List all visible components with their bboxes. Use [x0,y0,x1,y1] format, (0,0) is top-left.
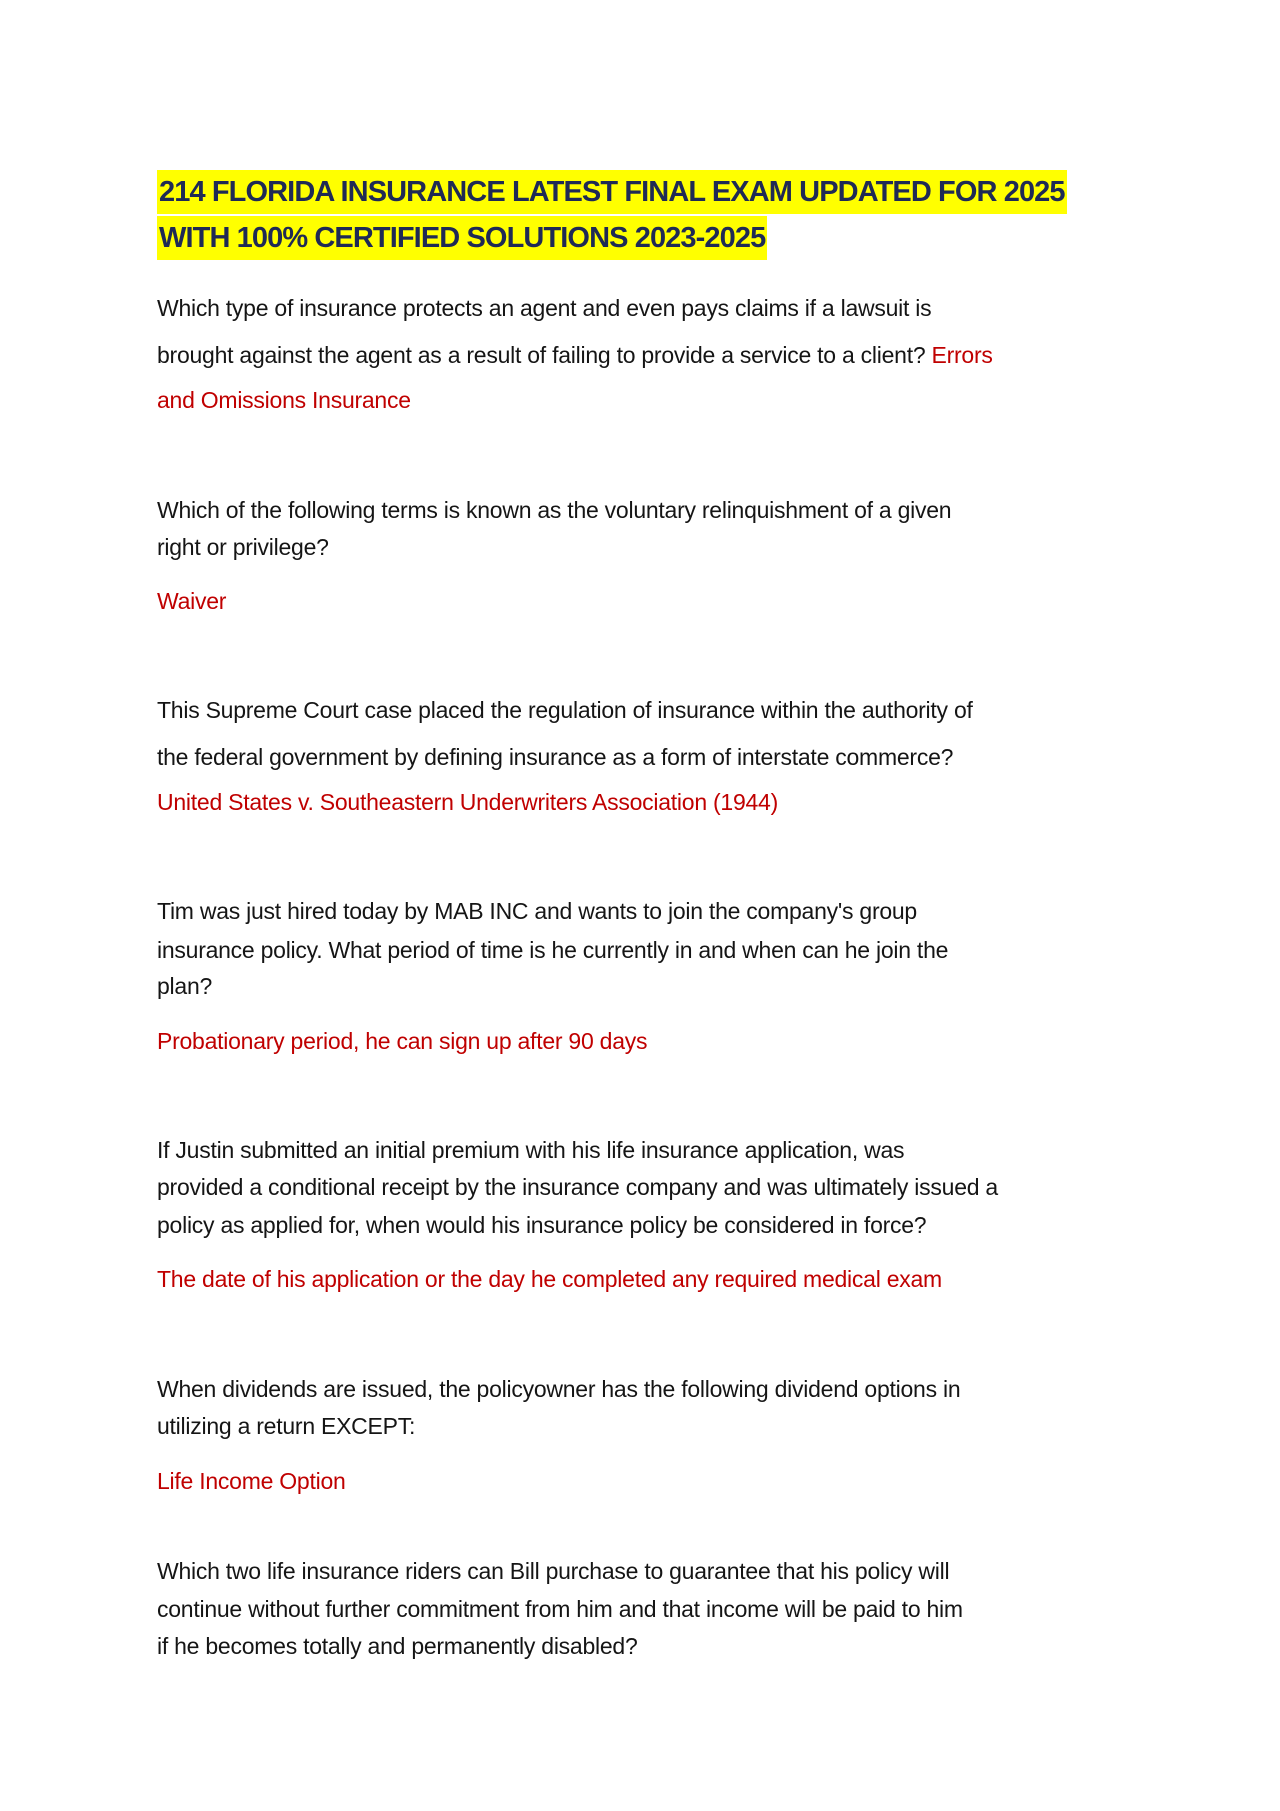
question-text: continue without further commitment from him and that income will be paid to him [157,1596,963,1622]
answer-text: The date of his application or the day he completed any required medical exam [157,1266,942,1292]
question-text: Which type of insurance protects an agent and even pays claims if a lawsuit is [157,295,932,321]
text-line [157,385,411,415]
text-line [157,495,951,525]
question-text: When dividends are issued, the policyowner has the following dividend options in [157,1376,961,1402]
question-text: the federal government by defining insurance as a form of interstate commerce? [157,744,954,770]
text-line [157,971,212,1001]
question-text: right or privilege? [157,534,329,560]
title-line-2: WITH 100% CERTIFIED SOLUTIONS 2023-2025 [157,216,767,260]
text-line [157,1466,346,1496]
question-text: utilizing a return EXCEPT: [157,1413,416,1439]
text-line [157,1172,998,1202]
question-text: If Justin submitted an initial premium with his life insurance application, was [157,1137,905,1163]
question-text: Tim was just hired today by MAB INC and wants to join the company's group [157,898,917,924]
text-line [157,532,329,562]
answer-text: Life Income Option [157,1468,346,1494]
question-text: Which two life insurance riders can Bill purchase to guarantee that his policy will [157,1558,950,1584]
answer-text: United States v. Southeastern Underwriters Association (1944) [157,789,778,815]
text-line [157,1411,415,1441]
text-line [157,1631,638,1661]
text-line [157,340,993,370]
question-text: provided a conditional receipt by the insurance company and was ultimately issued a [157,1174,998,1200]
answer-text: Waiver [157,588,227,614]
text-line [157,1210,926,1240]
question-text: Which of the following terms is known as the voluntary relinquishment of a given [157,497,952,523]
text-line [157,1556,949,1586]
text-line [157,1135,904,1165]
text-line [157,293,931,323]
text-line [157,695,973,725]
answer-text: Probationary period, he can sign up after 90 days [157,1028,648,1054]
title-line-1: 214 FLORIDA INSURANCE LATEST FINAL EXAM UPDATED FOR 2025 [157,170,1067,214]
question-text: if he becomes totally and permanently disabled? [157,1633,638,1659]
question-text: insurance policy. What period of time is he currently in and when can he join the [157,937,949,963]
text-line [157,935,948,965]
question-text: brought against the agent as a result of failing to provide a service to a client? [157,342,932,368]
question-text: plan? [157,973,213,999]
text-line [157,1374,960,1404]
text-line [157,742,953,772]
answer-text: and Omissions Insurance [157,387,411,413]
text-line [157,1264,942,1294]
answer-text: Errors [931,342,993,368]
text-line [157,1026,647,1056]
text-line [157,1594,963,1624]
text-line [157,787,778,817]
text-line [157,896,917,926]
text-line [157,586,226,616]
question-text: policy as applied for, when would his insurance policy be considered in force? [157,1212,927,1238]
question-text: This Supreme Court case placed the regulation of insurance within the authority of [157,697,973,723]
